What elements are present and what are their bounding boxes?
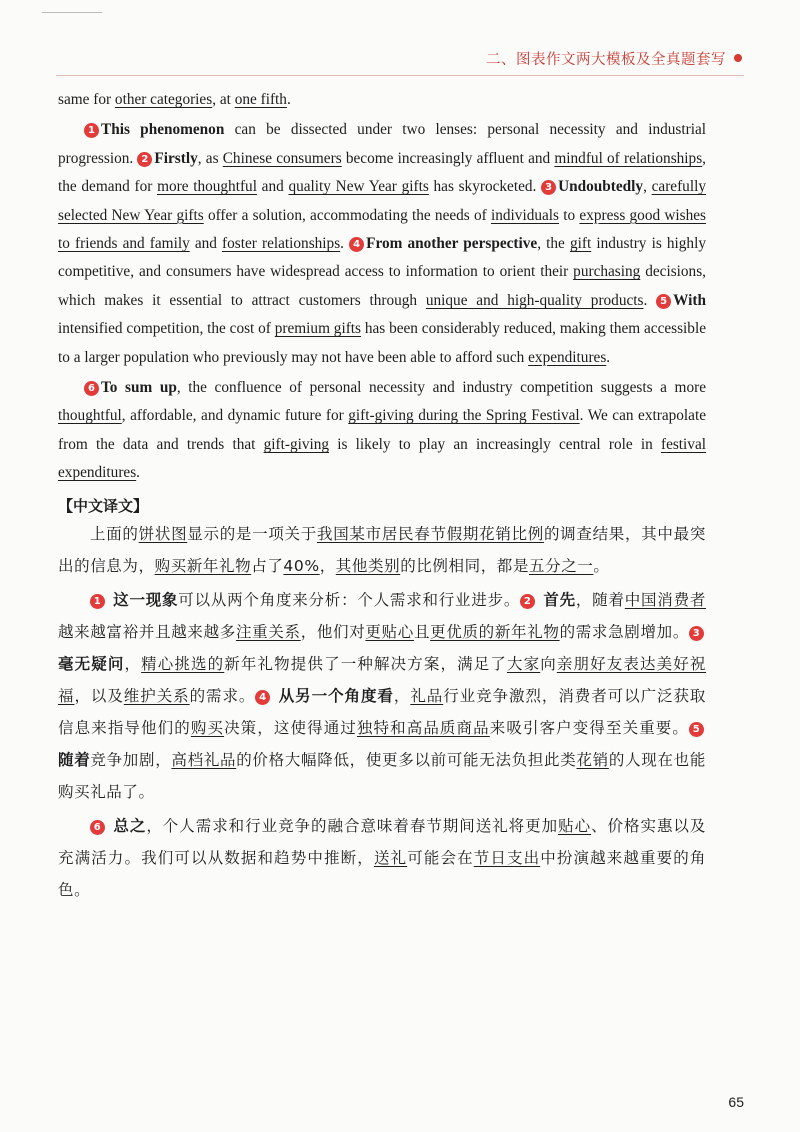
- text-run: 。: [593, 556, 610, 575]
- text-run: , the demand for: [58, 149, 706, 196]
- text-run: can be dissected under two lenses: personal necessity and industrial progression.: [58, 121, 706, 167]
- point-number-marker-icon: 2: [520, 594, 535, 609]
- text-run: 行业竞争激烈，消费者可以广泛获取信息来指导他们的: [58, 686, 707, 737]
- text-run: offer a solution, accommodating the needs of: [203, 206, 491, 224]
- header-divider: [56, 75, 744, 76]
- text-run: 可以从两个角度来分析：个人需求和行业进步。: [178, 590, 521, 609]
- bold-transition-phrase: 从另一个角度看: [272, 686, 394, 705]
- underlined-phrase: mindful of relationships: [554, 149, 703, 167]
- underlined-phrase: expenditures: [528, 348, 607, 366]
- text-run: intensified competition, the cost of: [58, 320, 275, 338]
- bold-transition-phrase: To sum up: [101, 379, 177, 397]
- bold-transition-phrase: With: [673, 291, 706, 309]
- point-number-marker-icon: 5: [656, 294, 671, 309]
- underlined-phrase: 购买: [190, 718, 225, 737]
- text-run: 可能会在: [407, 848, 474, 867]
- text-run: is likely to play an increasingly central role in: [329, 435, 661, 453]
- text-run: ，他们对: [300, 622, 366, 641]
- point-number-marker-icon: 2: [137, 152, 152, 167]
- text-run: and: [189, 235, 223, 253]
- point-number-marker-icon: 3: [541, 180, 556, 195]
- underlined-phrase: individuals: [491, 206, 559, 224]
- section-header: 二、图表作文两大模板及全真题套写: [486, 52, 726, 68]
- chinese-translation: [58, 518, 706, 906]
- text-run: same for: [58, 91, 115, 108]
- text-run: 的价格大幅降低，使更多以前可能无法负担此类: [236, 750, 577, 769]
- text-run: 中扮演越来越重要的角色。: [58, 848, 706, 899]
- english-paragraph: [58, 116, 706, 372]
- text-run: , the confluence of personal necessity and industry competition suggests a more: [176, 379, 706, 397]
- text-run: 且: [413, 622, 431, 641]
- text-run: 来吸引客户变得至关重要。: [489, 718, 690, 737]
- underlined-phrase: 40%: [283, 556, 320, 575]
- point-number-marker-icon: 4: [349, 237, 364, 252]
- text-run: has been considerably reduced, making them accessible to a larger population who previously may not have been able to afford such: [58, 320, 706, 366]
- text-run: , affordable, and dynamic future for: [121, 407, 349, 425]
- page-body: [58, 86, 706, 906]
- bold-transition-phrase: Undoubtedly: [558, 178, 644, 196]
- bold-transition-phrase: From another perspective: [366, 235, 538, 253]
- text-run: .: [643, 291, 657, 309]
- text-run: 的人现在也能购买礼品了。: [58, 750, 706, 801]
- point-number-marker-icon: 3: [689, 626, 704, 641]
- underlined-phrase: 花销: [576, 750, 609, 769]
- point-number-marker-icon: 1: [90, 594, 105, 609]
- text-run: 的比例相同，都是: [400, 556, 530, 575]
- underlined-phrase: gift-giving: [263, 435, 330, 453]
- text-run: 显示的是一项关于: [187, 524, 317, 543]
- bold-transition-phrase: 总之: [107, 816, 147, 835]
- text-run: 的需求。: [189, 686, 256, 705]
- text-run: 的调查结果，其中最突出的信息为，: [58, 524, 706, 575]
- bold-transition-phrase: 毫无疑问: [58, 654, 125, 673]
- text-run: 向: [540, 654, 557, 673]
- text-run: 的需求急剧增加。: [559, 622, 690, 641]
- underlined-phrase: express good wishes to friends and family: [58, 206, 707, 253]
- top-edge-rule: [42, 12, 102, 13]
- underlined-phrase: purchasing: [573, 263, 641, 281]
- point-number-marker-icon: 6: [84, 381, 99, 396]
- text-run: to: [559, 206, 580, 224]
- underlined-phrase: more thoughtful: [157, 178, 257, 196]
- text-run: 占了: [251, 556, 284, 575]
- underlined-phrase: thoughtful: [58, 407, 122, 425]
- underlined-phrase: 送礼: [373, 848, 408, 867]
- underlined-phrase: gift-giving during the Spring Festival: [348, 407, 580, 425]
- underlined-phrase: other categories: [114, 91, 213, 108]
- underlined-phrase: 节日支出: [473, 848, 541, 867]
- underlined-phrase: carefully selected New Year gifts: [58, 178, 706, 224]
- bold-transition-phrase: This phenomenon: [101, 121, 225, 139]
- text-run: , the: [537, 235, 570, 253]
- text-run: 、价格实惠以及充满活力。我们可以从数据和趋势中推断，: [58, 816, 706, 867]
- underlined-phrase: 独特和高品质商品: [356, 718, 490, 737]
- underlined-phrase: 我国某市居民春节假期花销比例: [316, 524, 544, 543]
- text-run: .: [286, 91, 291, 108]
- header-bullet-icon: [734, 54, 742, 62]
- underlined-phrase: unique and high-quality products: [425, 291, 644, 309]
- underlined-phrase: premium gifts: [274, 320, 361, 338]
- bold-transition-phrase: 这一现象: [107, 590, 179, 609]
- point-number-marker-icon: 6: [90, 820, 105, 835]
- underlined-phrase: gift: [569, 235, 592, 253]
- text-run: 新年礼物提供了一种解决方案，满足了: [224, 654, 507, 673]
- underlined-phrase: 注重关系: [235, 622, 301, 641]
- text-run: 越来越富裕并且越来越多: [58, 622, 236, 641]
- underlined-phrase: 饼状图: [138, 524, 188, 543]
- underlined-phrase: quality New Year gifts: [288, 178, 429, 196]
- text-run: . We can extrapolate from the data and trends that: [58, 407, 706, 453]
- text-run: , as: [197, 149, 223, 167]
- text-run: , at: [212, 91, 235, 108]
- underlined-phrase: 五分之一: [529, 556, 594, 575]
- text-run: become increasingly affluent and: [341, 149, 555, 167]
- text-run: ，以及: [74, 686, 124, 705]
- text-run: .: [606, 348, 611, 366]
- page-number: 65: [728, 1094, 744, 1110]
- underlined-phrase: 更贴心: [365, 622, 414, 641]
- text-run: ,: [643, 178, 652, 196]
- chinese-paragraph: [58, 810, 706, 906]
- underlined-phrase: 其他类别: [335, 556, 401, 575]
- bold-transition-phrase: Firstly: [154, 149, 198, 167]
- chinese-paragraph: [58, 518, 706, 582]
- english-paragraph: [58, 86, 706, 114]
- underlined-phrase: festival expenditures: [58, 435, 706, 482]
- point-number-marker-icon: 5: [689, 722, 704, 737]
- underlined-phrase: one fifth: [234, 91, 287, 108]
- text-run: industry is highly competitive, and consumers have widespread access to information to orient their: [58, 235, 706, 281]
- english-sample-essay: [58, 86, 706, 488]
- text-run: .: [136, 464, 140, 482]
- text-run: ，个人需求和行业竞争的融合意味着春节期间送礼将更加: [146, 816, 559, 835]
- point-number-marker-icon: 1: [84, 123, 99, 138]
- chinese-paragraph: [58, 584, 706, 808]
- underlined-phrase: Chinese consumers: [222, 149, 342, 167]
- point-number-marker-icon: 4: [255, 690, 270, 705]
- text-run: decisions, which makes it essential to attract customers through: [58, 263, 706, 309]
- text-run: ，: [124, 654, 142, 673]
- underlined-phrase: 亲朋好友表达美好祝福: [58, 654, 706, 705]
- text-run: ，: [319, 556, 336, 575]
- text-run: 竞争加剧，: [90, 750, 172, 769]
- text-run: ，随着: [575, 590, 625, 609]
- text-run: has skyrocketed.: [428, 178, 542, 196]
- underlined-phrase: 礼品: [410, 686, 444, 705]
- text-run: and: [256, 178, 289, 196]
- underlined-phrase: 贴心: [558, 816, 592, 835]
- underlined-phrase: 维护关系: [123, 686, 190, 705]
- bold-transition-phrase: 随着: [58, 750, 91, 769]
- underlined-phrase: 精心挑选的: [141, 654, 225, 673]
- text-run: ，: [393, 686, 411, 705]
- bold-transition-phrase: 首先: [537, 590, 576, 609]
- text-run: 上面的: [90, 524, 139, 543]
- underlined-phrase: 高档礼品: [171, 750, 237, 769]
- text-run: .: [340, 235, 350, 253]
- underlined-phrase: foster relationships: [222, 235, 341, 253]
- chinese-translation-title: 【中文译文】: [58, 496, 149, 515]
- text-run: 决策，这使得通过: [224, 718, 357, 737]
- underlined-phrase: 中国消费者: [624, 590, 706, 609]
- underlined-phrase: 更优质的新年礼物: [430, 622, 560, 641]
- underlined-phrase: 大家: [506, 654, 541, 673]
- english-paragraph: [58, 374, 706, 488]
- underlined-phrase: 购买新年礼物: [154, 556, 252, 575]
